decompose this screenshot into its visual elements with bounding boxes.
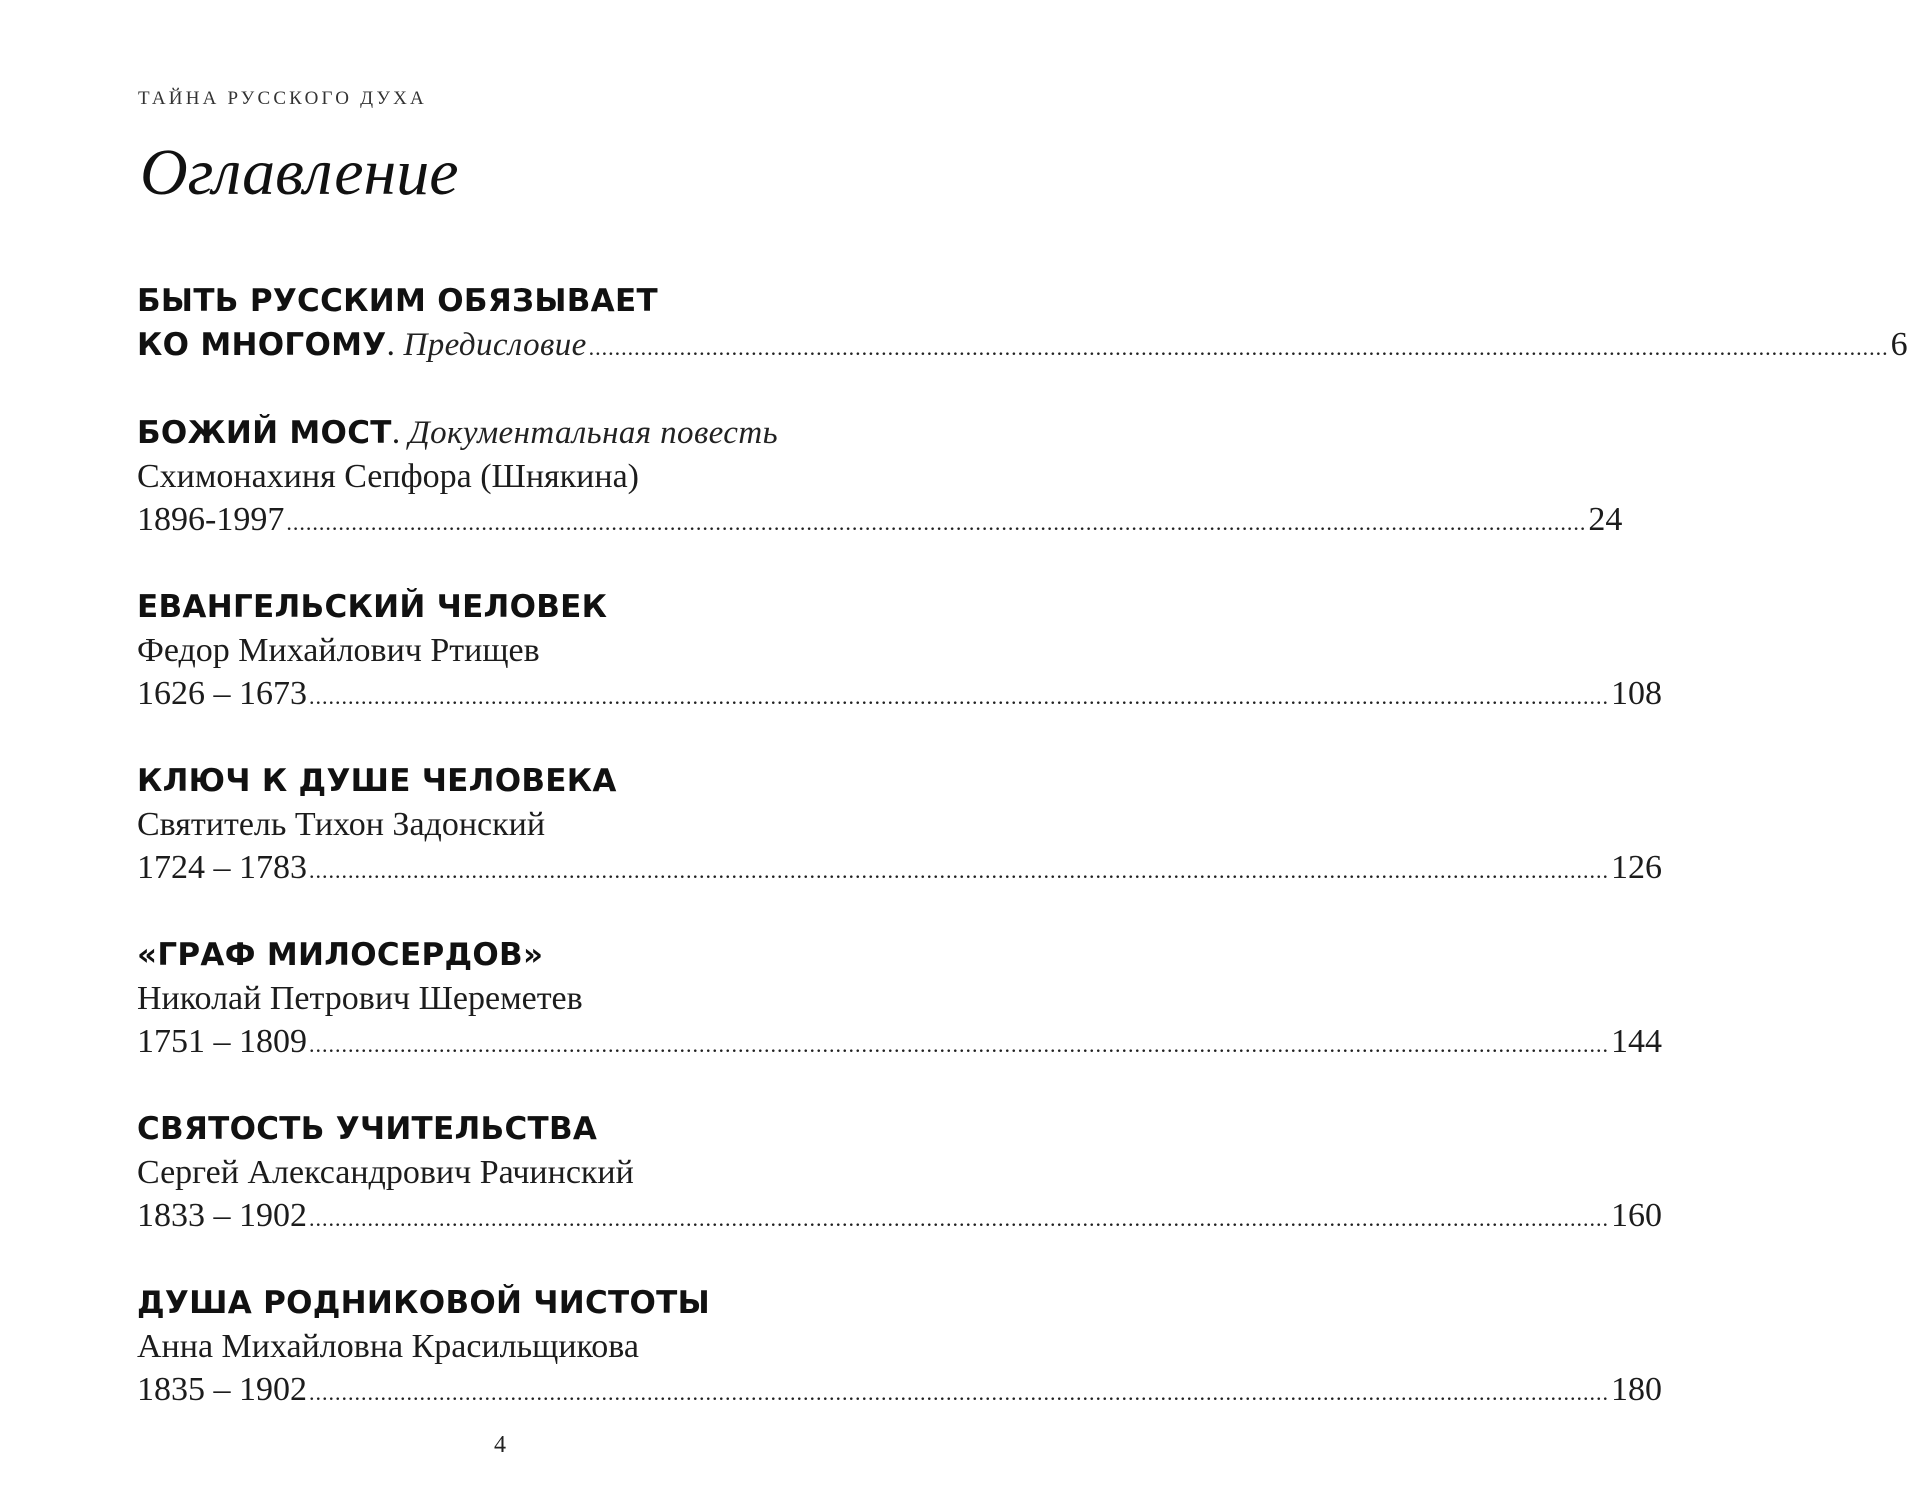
toc-leader-dots: ........................................................................................................................................................................................................ — [309, 1032, 1609, 1057]
toc-entry-leader-line — [137, 1368, 1662, 1414]
toc-entry-heading: СВЯТОСТЬ УЧИТЕЛЬСТВА — [137, 1111, 598, 1147]
toc-entry-preface[interactable] — [137, 280, 1908, 369]
toc-entry-years: 1751 – 1809 — [137, 1023, 307, 1060]
toc-entry-separator: . — [386, 326, 404, 363]
toc-entry-leader-line — [137, 846, 1662, 892]
page-title: Оглавление — [140, 136, 459, 209]
toc-entry-person: Святитель Тихон Задонский — [137, 806, 546, 843]
toc-leader-dots: ........................................................................................................................................................................................................ — [309, 684, 1609, 709]
toc-leader-dots: ........................................................................................................................................................................................................ — [588, 335, 1889, 360]
toc-entry-heading: ДУША РОДНИКОВОЙ ЧИСТОТЫ — [137, 1285, 710, 1321]
toc-entry-bozhiy-most[interactable] — [137, 411, 1623, 544]
toc-entry-person: Анна Михайловна Красильщикова — [137, 1328, 639, 1365]
toc-page-number: 6 — [1890, 326, 1908, 363]
toc-page-number: 108 — [1611, 675, 1662, 712]
toc-entry-years: 1724 – 1783 — [137, 849, 307, 886]
toc-page-number: 24 — [1588, 501, 1623, 538]
toc-entry-years: 1833 – 1902 — [137, 1197, 307, 1234]
toc-entry-subtitle: Документальная повесть — [408, 415, 778, 451]
toc-entry-heading: КО МНОГОМУ — [137, 327, 387, 363]
toc-entry-heading: ЕВАНГЕЛЬСКИЙ ЧЕЛОВЕК — [137, 589, 608, 625]
toc-leader-dots: ........................................................................................................................................................................................................ — [309, 1380, 1609, 1405]
toc-entry-years: 1835 – 1902 — [137, 1371, 307, 1408]
page-number-folio: 4 — [494, 1432, 506, 1458]
toc-page-number: 144 — [1611, 1023, 1662, 1060]
toc-entry-leader-line — [137, 1194, 1662, 1240]
toc-entry-person: Схимонахиня Сепфора (Шнякина) — [137, 458, 639, 495]
running-head: ТАЙНА РУССКОГО ДУХА — [138, 88, 427, 109]
toc-page-number: 180 — [1611, 1371, 1662, 1408]
toc-leader-dots: ........................................................................................................................................................................................................ — [309, 858, 1609, 883]
toc-entry-subtitle: Предисловие — [403, 327, 587, 363]
toc-entry-graf[interactable] — [137, 934, 1662, 1066]
toc-entry-heading: БОЖИЙ МОСТ — [137, 415, 392, 451]
toc-entry-person: Сергей Александрович Рачинский — [137, 1154, 634, 1191]
toc-entry-heading-line — [137, 411, 897, 455]
toc-leader-dots: ........................................................................................................................................................................................................ — [309, 1206, 1609, 1231]
toc-entry-heading: БЫТЬ РУССКИМ ОБЯЗЫВАЕТ — [137, 283, 658, 319]
toc-entry-person: Федор Михайлович Ртищев — [137, 632, 540, 669]
toc-entry-leader-line — [137, 1020, 1662, 1066]
toc-entry-klyuch[interactable] — [137, 760, 1662, 892]
toc-entry-svyatost[interactable] — [137, 1108, 1662, 1240]
toc-entry-leader-line — [137, 672, 1662, 718]
toc-entry-years: 1896-1997 — [137, 501, 285, 538]
toc-entry-person: Николай Петрович Шереметев — [137, 980, 583, 1017]
toc-entry-separator: . — [391, 414, 409, 451]
toc-entry-heading: КЛЮЧ К ДУШЕ ЧЕЛОВЕКА — [137, 763, 617, 799]
toc-page-number: 126 — [1611, 849, 1662, 886]
toc-entry-leader-line — [137, 498, 1623, 544]
toc-entry-years: 1626 – 1673 — [137, 675, 307, 712]
toc-entry-lead-text — [137, 323, 587, 367]
toc-entry-evangelskiy[interactable] — [137, 586, 1662, 718]
table-of-contents — [137, 280, 1908, 1456]
toc-page-number: 160 — [1611, 1197, 1662, 1234]
toc-entry-leader-line — [137, 323, 1908, 369]
toc-entry-heading: «ГРАФ МИЛОСЕРДОВ» — [137, 937, 544, 973]
toc-leader-dots: ........................................................................................................................................................................................................ — [286, 510, 1587, 535]
toc-entry-dusha[interactable] — [137, 1282, 1662, 1414]
